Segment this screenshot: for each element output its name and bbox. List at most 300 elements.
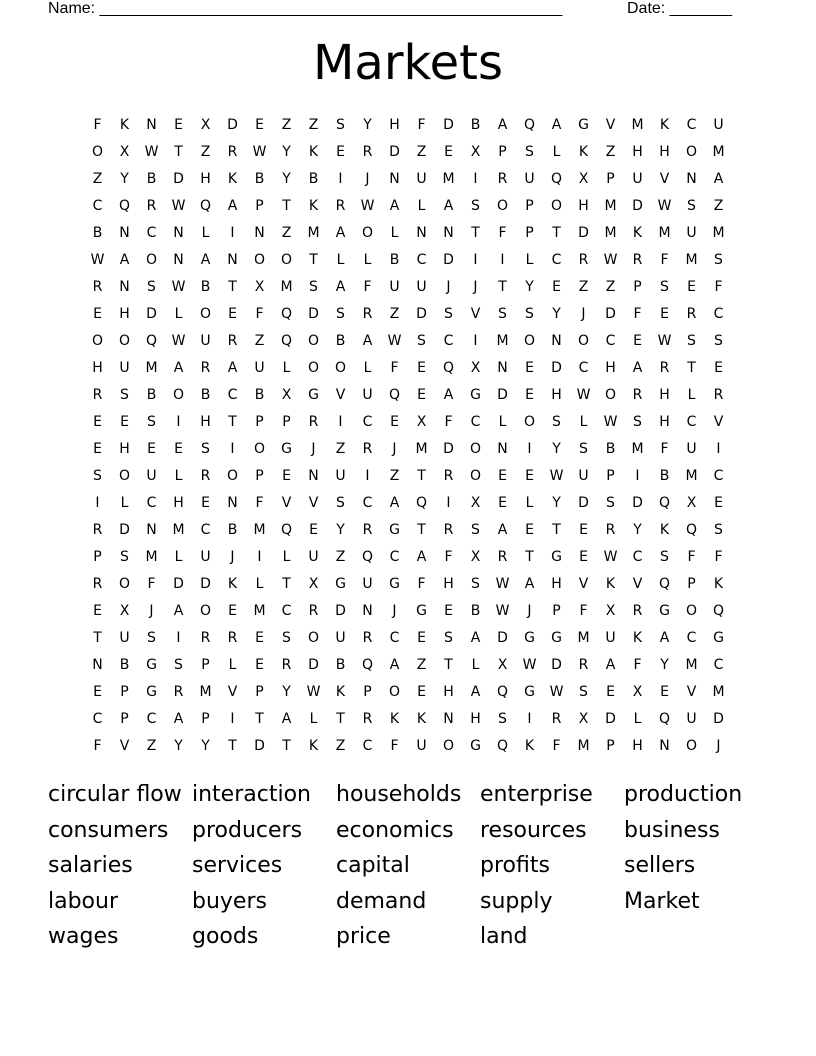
- grid-letter: M: [442, 171, 455, 187]
- grid-letter: Z: [281, 225, 292, 241]
- grid-letter: F: [363, 279, 372, 295]
- grid-letter: E: [309, 522, 318, 538]
- grid-letter: I: [338, 171, 343, 187]
- grid-letter: C: [713, 468, 724, 484]
- grid-letter: F: [93, 738, 102, 754]
- grid-letter: V: [578, 576, 589, 592]
- grid-letter: F: [714, 279, 723, 295]
- grid-letter: S: [606, 495, 615, 511]
- grid-letter: E: [120, 414, 129, 430]
- grid-letter: W: [549, 684, 564, 700]
- grid-letter: M: [631, 441, 644, 457]
- grid-letter: J: [149, 603, 154, 619]
- grid-letter: S: [579, 441, 588, 457]
- grid-letter: U: [416, 738, 427, 754]
- grid-letter: X: [632, 684, 643, 700]
- grid-letter: F: [147, 576, 156, 592]
- grid-letter: N: [551, 333, 562, 349]
- grid-letter: F: [633, 306, 642, 322]
- grid-letter: E: [93, 684, 102, 700]
- grid-letter: G: [578, 117, 589, 133]
- grid-letter: S: [525, 144, 534, 160]
- grid-letter: N: [497, 360, 508, 376]
- grid-letter: F: [390, 360, 399, 376]
- grid-letter: Z: [335, 441, 346, 457]
- grid-letter: T: [174, 144, 183, 160]
- grid-letter: I: [338, 414, 343, 430]
- grid-letter: E: [417, 630, 426, 646]
- grid-letter: X: [470, 495, 481, 511]
- grid-letter: G: [470, 738, 481, 754]
- grid-letter: O: [145, 252, 158, 268]
- grid-letter: O: [118, 333, 131, 349]
- grid-letter: C: [362, 495, 373, 511]
- grid-letter: M: [712, 684, 725, 700]
- grid-letter: M: [604, 198, 617, 214]
- grid-letter: A: [470, 684, 481, 700]
- grid-letter: D: [713, 711, 724, 727]
- grid-letter: P: [525, 198, 534, 214]
- grid-letter: H: [578, 198, 589, 214]
- grid-letter: W: [549, 468, 564, 484]
- grid-letter: C: [632, 549, 643, 565]
- grid-letter: U: [200, 549, 211, 565]
- grid-letter: Q: [550, 171, 563, 187]
- grid-letter: T: [336, 711, 345, 727]
- grid-letter: I: [635, 468, 640, 484]
- grid-letter: E: [714, 360, 723, 376]
- grid-letter: Q: [442, 360, 455, 376]
- grid-letter: T: [471, 225, 480, 241]
- grid-letter: Z: [254, 333, 265, 349]
- grid-letter: D: [173, 576, 184, 592]
- grid-letter: P: [255, 468, 264, 484]
- grid-letter: C: [389, 549, 400, 565]
- grid-letter: Y: [282, 684, 291, 700]
- grid-letter: Y: [336, 522, 345, 538]
- grid-letter: M: [712, 225, 725, 241]
- grid-letter: O: [253, 441, 266, 457]
- grid-letter: H: [632, 738, 643, 754]
- grid-letter: V: [281, 495, 292, 511]
- grid-letter: M: [496, 333, 509, 349]
- grid-letter: P: [552, 603, 561, 619]
- grid-letter: M: [685, 657, 698, 673]
- grid-letter: S: [336, 306, 345, 322]
- grid-letter: E: [714, 495, 723, 511]
- grid-letter: E: [525, 468, 534, 484]
- grid-letter: Q: [145, 333, 158, 349]
- grid-letter: T: [525, 549, 534, 565]
- grid-letter: S: [660, 279, 669, 295]
- grid-letter: K: [632, 630, 643, 646]
- grid-letter: R: [443, 522, 454, 538]
- grid-letter: O: [280, 252, 293, 268]
- grid-letter: X: [119, 603, 130, 619]
- grid-letter: L: [525, 252, 534, 268]
- grid-letter: H: [551, 387, 562, 403]
- grid-letter: C: [416, 252, 427, 268]
- grid-letter: R: [227, 144, 238, 160]
- grid-letter: L: [552, 144, 561, 160]
- grid-letter: D: [497, 387, 508, 403]
- grid-letter: P: [363, 684, 372, 700]
- grid-letter: A: [281, 711, 292, 727]
- grid-letter: T: [444, 657, 453, 673]
- grid-letter: R: [497, 171, 508, 187]
- grid-letter: B: [227, 522, 238, 538]
- grid-letter: M: [577, 738, 590, 754]
- grid-letter: C: [578, 360, 589, 376]
- grid-letter: U: [335, 630, 346, 646]
- grid-letter: J: [581, 306, 586, 322]
- grid-letter: K: [308, 198, 319, 214]
- grid-letter: F: [552, 738, 561, 754]
- word-list-item: goods: [192, 924, 259, 949]
- grid-letter: B: [335, 333, 346, 349]
- grid-letter: F: [390, 738, 399, 754]
- grid-letter: Y: [363, 117, 372, 133]
- grid-letter: B: [200, 279, 211, 295]
- grid-letter: L: [201, 225, 210, 241]
- grid-letter: O: [523, 414, 536, 430]
- grid-letter: H: [443, 576, 454, 592]
- grid-letter: L: [120, 495, 129, 511]
- grid-letter: P: [255, 198, 264, 214]
- grid-letter: K: [632, 225, 643, 241]
- grid-letter: B: [200, 387, 211, 403]
- grid-letter: D: [308, 306, 319, 322]
- grid-letter: L: [525, 495, 534, 511]
- grid-letter: D: [578, 225, 589, 241]
- grid-letter: G: [389, 576, 400, 592]
- grid-letter: H: [173, 495, 184, 511]
- grid-letter: L: [390, 225, 399, 241]
- grid-letter: O: [577, 333, 590, 349]
- word-list-item: sellers: [624, 853, 696, 878]
- grid-letter: W: [495, 603, 510, 619]
- grid-letter: Y: [201, 738, 210, 754]
- grid-letter: A: [443, 387, 454, 403]
- grid-letter: L: [417, 198, 426, 214]
- grid-letter: C: [605, 333, 616, 349]
- grid-letter: B: [254, 171, 265, 187]
- grid-letter: C: [713, 306, 724, 322]
- grid-letter: X: [470, 360, 481, 376]
- grid-letter: K: [389, 711, 400, 727]
- grid-letter: O: [442, 738, 455, 754]
- grid-letter: S: [282, 630, 291, 646]
- grid-letter: O: [604, 387, 617, 403]
- grid-letter: I: [500, 252, 505, 268]
- grid-letter: J: [473, 279, 478, 295]
- grid-letter: L: [309, 711, 318, 727]
- word-list-item: buyers: [192, 888, 267, 914]
- grid-letter: A: [335, 225, 346, 241]
- grid-letter: E: [417, 360, 426, 376]
- grid-letter: A: [227, 360, 238, 376]
- grid-letter: B: [389, 252, 400, 268]
- grid-letter: D: [605, 306, 616, 322]
- grid-letter: S: [93, 468, 102, 484]
- grid-letter: W: [522, 657, 537, 673]
- grid-letter: X: [605, 603, 616, 619]
- grid-letter: Z: [146, 738, 157, 754]
- grid-letter: M: [199, 684, 212, 700]
- grid-letter: J: [311, 441, 316, 457]
- grid-letter: E: [147, 441, 156, 457]
- grid-letter: S: [174, 657, 183, 673]
- grid-letter: W: [306, 684, 321, 700]
- grid-letter: S: [660, 549, 669, 565]
- grid-letter: A: [497, 117, 508, 133]
- grid-letter: A: [389, 657, 400, 673]
- grid-letter: S: [471, 576, 480, 592]
- grid-letter: M: [145, 360, 158, 376]
- grid-letter: U: [308, 549, 319, 565]
- word-list-item: Market: [624, 888, 700, 914]
- grid-letter: E: [93, 603, 102, 619]
- grid-letter: S: [444, 630, 453, 646]
- word-list-item: land: [480, 924, 528, 949]
- grid-letter: A: [551, 117, 562, 133]
- grid-letter: C: [362, 738, 373, 754]
- grid-letter: P: [255, 684, 264, 700]
- grid-letter: K: [308, 738, 319, 754]
- grid-letter: M: [280, 279, 293, 295]
- grid-letter: R: [308, 603, 319, 619]
- word-list: [48, 777, 768, 955]
- grid-letter: T: [552, 522, 561, 538]
- grid-letter: V: [470, 306, 481, 322]
- grid-letter: A: [470, 630, 481, 646]
- grid-letter: A: [173, 711, 184, 727]
- grid-letter: U: [713, 117, 724, 133]
- grid-letter: Q: [199, 198, 212, 214]
- grid-letter: V: [632, 576, 643, 592]
- grid-letter: Q: [280, 522, 293, 538]
- grid-letter: B: [92, 225, 103, 241]
- grid-letter: X: [254, 279, 265, 295]
- grid-letter: J: [392, 441, 397, 457]
- grid-letter: Z: [389, 468, 400, 484]
- grid-letter: I: [527, 711, 532, 727]
- grid-letter: T: [498, 279, 507, 295]
- grid-letter: W: [90, 252, 105, 268]
- grid-letter: Z: [605, 144, 616, 160]
- grid-letter: D: [119, 522, 130, 538]
- grid-letter: V: [713, 414, 724, 430]
- grid-letter: N: [227, 252, 238, 268]
- grid-letter: B: [146, 171, 157, 187]
- grid-letter: K: [659, 117, 670, 133]
- grid-letter: I: [365, 468, 370, 484]
- grid-letter: G: [524, 684, 535, 700]
- grid-letter: R: [362, 144, 373, 160]
- grid-letter: C: [470, 414, 481, 430]
- grid-letter: T: [282, 576, 291, 592]
- grid-letter: O: [307, 333, 320, 349]
- grid-letter: L: [174, 549, 183, 565]
- grid-letter: Q: [496, 738, 509, 754]
- grid-letter: Q: [658, 495, 671, 511]
- grid-letter: F: [444, 549, 453, 565]
- grid-letter: P: [606, 738, 615, 754]
- grid-letter: F: [417, 117, 426, 133]
- grid-letter: G: [146, 684, 157, 700]
- grid-letter: R: [200, 360, 211, 376]
- grid-letter: K: [308, 144, 319, 160]
- grid-letter: Y: [552, 495, 561, 511]
- grid-letter: G: [308, 387, 319, 403]
- grid-letter: O: [307, 360, 320, 376]
- grid-letter: E: [606, 684, 615, 700]
- grid-letter: X: [578, 171, 589, 187]
- grid-letter: A: [605, 657, 616, 673]
- grid-letter: Z: [335, 549, 346, 565]
- grid-letter: K: [227, 171, 238, 187]
- grid-letter: D: [632, 198, 643, 214]
- grid-letter: M: [253, 522, 266, 538]
- letter-grid: [84, 112, 732, 760]
- grid-letter: R: [362, 522, 373, 538]
- grid-letter: U: [119, 630, 130, 646]
- grid-letter: N: [119, 279, 130, 295]
- grid-letter: S: [687, 333, 696, 349]
- grid-letter: L: [471, 657, 480, 673]
- grid-letter: L: [579, 414, 588, 430]
- grid-letter: E: [579, 549, 588, 565]
- grid-letter: R: [686, 306, 697, 322]
- grid-letter: E: [228, 603, 237, 619]
- grid-letter: A: [416, 549, 427, 565]
- grid-letter: H: [119, 306, 130, 322]
- grid-letter: N: [443, 711, 454, 727]
- grid-letter: D: [389, 144, 400, 160]
- grid-letter: L: [336, 252, 345, 268]
- grid-letter: S: [714, 333, 723, 349]
- grid-letter: L: [633, 711, 642, 727]
- grid-letter: A: [497, 522, 508, 538]
- grid-letter: G: [281, 441, 292, 457]
- grid-letter: L: [282, 360, 291, 376]
- grid-letter: R: [308, 414, 319, 430]
- grid-letter: T: [255, 711, 264, 727]
- grid-letter: W: [657, 198, 672, 214]
- grid-letter: B: [119, 657, 130, 673]
- grid-letter: W: [603, 414, 618, 430]
- grid-letter: N: [146, 522, 157, 538]
- header: [48, 0, 748, 20]
- grid-letter: M: [172, 522, 185, 538]
- grid-letter: S: [417, 333, 426, 349]
- grid-letter: U: [686, 441, 697, 457]
- grid-letter: N: [443, 225, 454, 241]
- grid-letter: W: [144, 144, 159, 160]
- grid-letter: S: [552, 414, 561, 430]
- grid-letter: D: [308, 657, 319, 673]
- grid-letter: B: [254, 387, 265, 403]
- grid-letter: S: [714, 522, 723, 538]
- word-list-item: wages: [48, 924, 119, 949]
- grid-letter: I: [95, 495, 100, 511]
- grid-letter: I: [446, 495, 451, 511]
- grid-letter: O: [334, 360, 347, 376]
- grid-letter: N: [173, 225, 184, 241]
- grid-letter: V: [686, 684, 697, 700]
- grid-letter: Y: [282, 171, 291, 187]
- grid-letter: F: [498, 225, 507, 241]
- grid-letter: F: [417, 576, 426, 592]
- grid-letter: R: [362, 441, 373, 457]
- grid-letter: P: [255, 414, 264, 430]
- grid-letter: R: [578, 657, 589, 673]
- grid-letter: S: [579, 684, 588, 700]
- grid-letter: E: [498, 468, 507, 484]
- grid-letter: O: [172, 387, 185, 403]
- grid-letter: C: [146, 225, 157, 241]
- grid-letter: T: [282, 738, 291, 754]
- grid-letter: S: [444, 306, 453, 322]
- grid-letter: K: [416, 711, 427, 727]
- grid-letter: B: [335, 657, 346, 673]
- grid-letter: P: [120, 711, 129, 727]
- grid-letter: W: [603, 252, 618, 268]
- grid-letter: S: [336, 117, 345, 133]
- grid-letter: D: [416, 306, 427, 322]
- grid-letter: Q: [496, 684, 509, 700]
- grid-letter: P: [201, 657, 210, 673]
- grid-letter: L: [255, 576, 264, 592]
- grid-letter: U: [524, 171, 535, 187]
- grid-letter: R: [362, 306, 373, 322]
- grid-letter: Q: [361, 549, 374, 565]
- grid-letter: G: [551, 630, 562, 646]
- grid-letter: F: [255, 306, 264, 322]
- grid-letter: N: [389, 171, 400, 187]
- grid-letter: R: [362, 711, 373, 727]
- grid-letter: D: [551, 360, 562, 376]
- grid-letter: O: [469, 441, 482, 457]
- grid-letter: O: [253, 252, 266, 268]
- grid-letter: G: [335, 576, 346, 592]
- grid-letter: M: [145, 549, 158, 565]
- date-field-label: Date: _______: [627, 0, 732, 17]
- grid-letter: C: [713, 657, 724, 673]
- grid-letter: M: [307, 225, 320, 241]
- grid-letter: F: [687, 549, 696, 565]
- grid-letter: S: [201, 441, 210, 457]
- grid-letter: E: [228, 306, 237, 322]
- grid-letter: O: [496, 198, 509, 214]
- grid-letter: N: [146, 117, 157, 133]
- grid-letter: R: [146, 198, 157, 214]
- grid-letter: M: [415, 441, 428, 457]
- grid-letter: P: [525, 225, 534, 241]
- grid-letter: J: [527, 603, 532, 619]
- grid-letter: V: [308, 495, 319, 511]
- grid-letter: N: [308, 468, 319, 484]
- word-list-item: salaries: [48, 853, 133, 878]
- word-list-item: production: [624, 782, 743, 807]
- word-list-item: circular flow: [48, 782, 182, 807]
- grid-letter: N: [119, 225, 130, 241]
- grid-letter: C: [146, 495, 157, 511]
- grid-letter: M: [604, 225, 617, 241]
- grid-letter: F: [714, 549, 723, 565]
- grid-letter: E: [174, 441, 183, 457]
- grid-letter: H: [200, 171, 211, 187]
